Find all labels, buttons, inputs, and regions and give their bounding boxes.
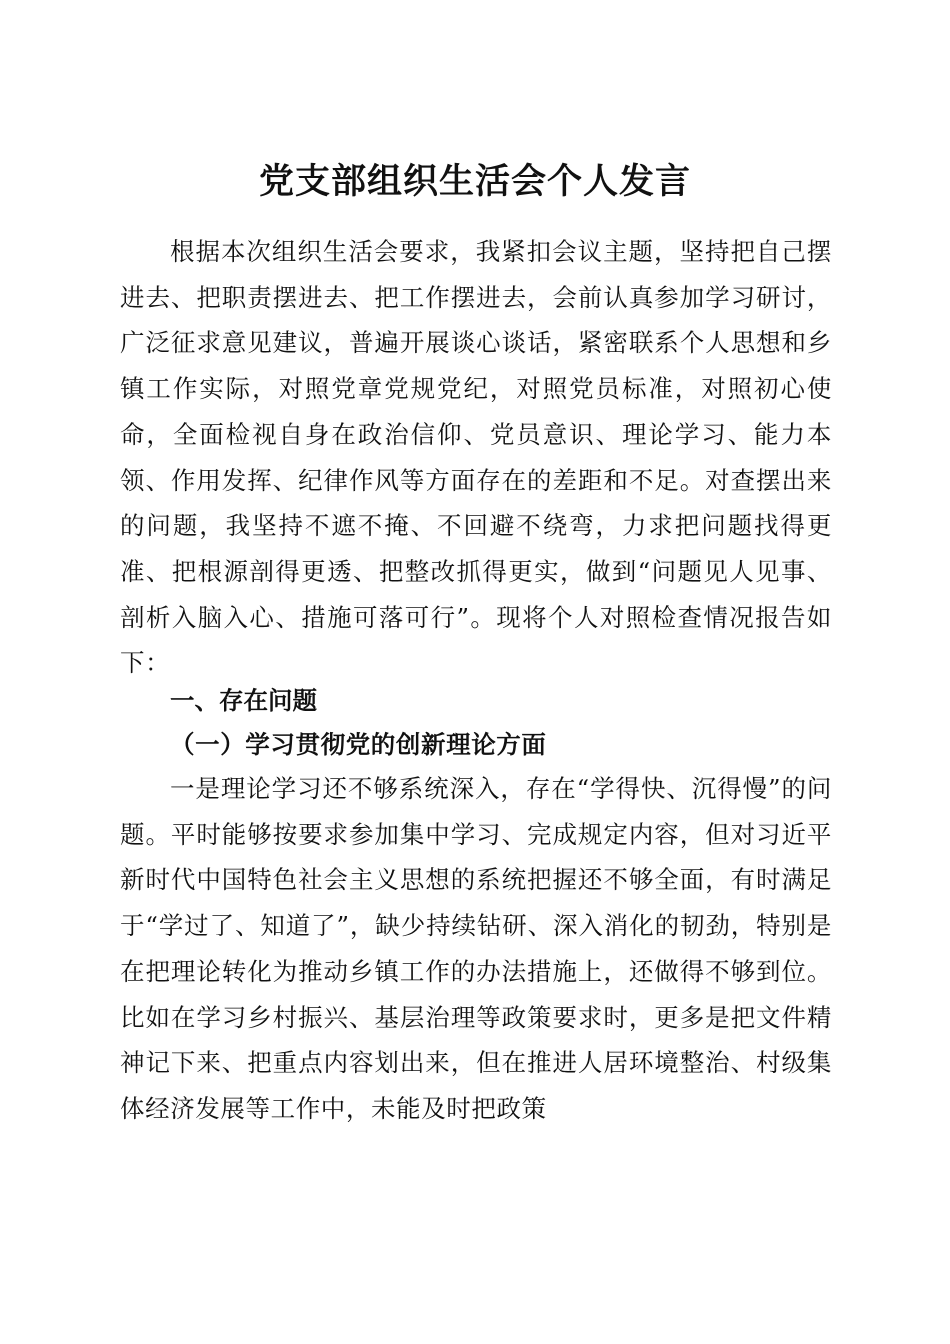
section-heading-problems: 一、存在问题 [170,686,317,715]
intro-paragraph: 根据本次组织生活会要求，我紧扣会议主题，坚持把自己摆进去、把职责摆进去、把工作摆进去，会前认真参加学习研讨，广泛征求意见建议，普遍开展谈心谈话，紧密联系个人思想和乡镇工作实际，对照党章党规党纪，对照党员标准，对照初心使命，全面检视自身在政治信仰、党员意识、理论学习、能力本领、作用发挥、纪律作风等方面存在的差距和不足。对查摆出来的问题，我坚持不遮不掩、不回避不绕弯，力求把问题找得更准、把根源剖得更透、把整改抓得更实，做到“问题见人见事、剖析入脑入心、措施可落可行”。现将个人对照检查情况报告如下： [120,237,832,678]
subsection-heading-theory: （一）学习贯彻党的创新理论方面 [170,730,547,759]
document-title: 党支部组织生活会个人发言 [258,161,691,203]
point-paragraph-1: 一是理论学习还不够系统深入，存在“学得快、沉得慢”的问题。平时能够按要求参加集中学习、完成规定内容，但对习近平新时代中国特色社会主义思想的系统把握还不够全面，有时满足于“学过了、知道了”，缺少持续钻研、深入消化的韧劲，特别是在把理论转化为推动乡镇工作的办法措施上，还做得不够到位。比如在学习乡村振兴、基层治理等政策要求时，更多是把文件精神记下来、把重点内容划出来，但在推进人居环境整治、村级集体经济发展等工作中，未能及时把政策 [120,774,832,1123]
